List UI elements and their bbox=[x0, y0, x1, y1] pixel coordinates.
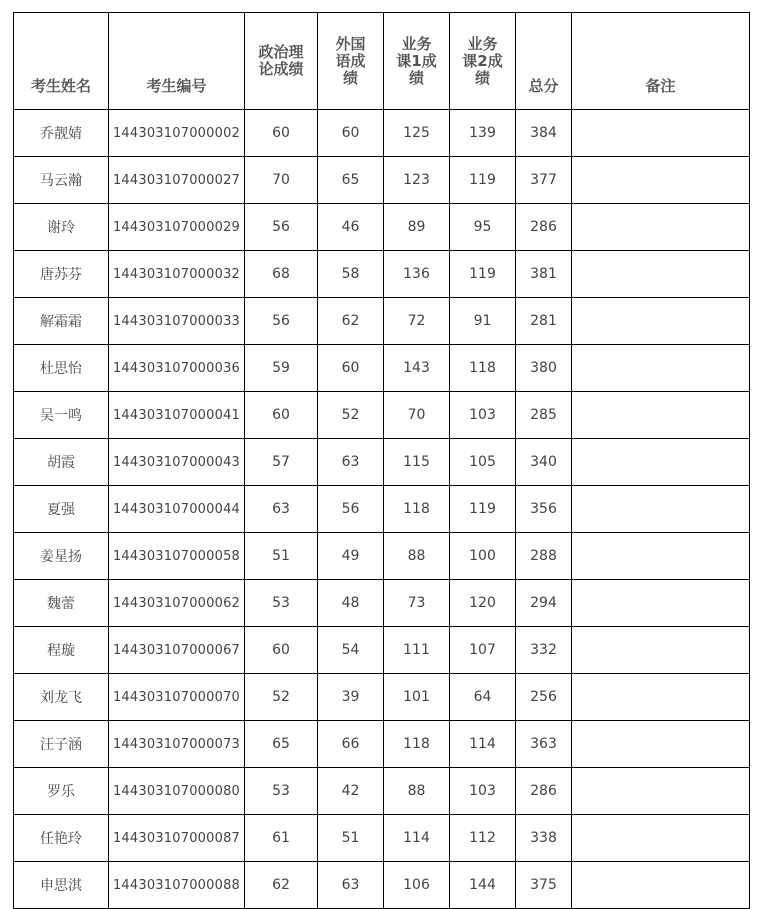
header-course2-line2: 课2成 bbox=[462, 51, 503, 70]
cell-total: 381 bbox=[516, 251, 572, 298]
cell-id: 144303107000044 bbox=[109, 486, 245, 533]
cell-course1: 115 bbox=[384, 439, 450, 486]
header-remark: 备注 bbox=[572, 13, 750, 110]
cell-name: 杜思怡 bbox=[14, 345, 109, 392]
header-course2-line1: 业务 bbox=[467, 34, 498, 53]
cell-name: 夏强 bbox=[14, 486, 109, 533]
cell-politics: 60 bbox=[245, 392, 318, 439]
cell-remark bbox=[572, 862, 750, 909]
cell-foreign: 48 bbox=[318, 580, 384, 627]
cell-politics: 51 bbox=[245, 533, 318, 580]
header-politics-line2: 论成绩 bbox=[258, 60, 304, 78]
cell-remark bbox=[572, 627, 750, 674]
cell-remark bbox=[572, 815, 750, 862]
cell-politics: 60 bbox=[245, 627, 318, 674]
cell-course1: 111 bbox=[384, 627, 450, 674]
cell-politics: 52 bbox=[245, 674, 318, 721]
cell-id: 144303107000073 bbox=[109, 721, 245, 768]
table-row bbox=[14, 627, 750, 674]
cell-course2: 144 bbox=[450, 862, 516, 909]
table-row bbox=[14, 251, 750, 298]
cell-total: 375 bbox=[516, 862, 572, 909]
cell-name: 罗乐 bbox=[14, 768, 109, 815]
cell-remark bbox=[572, 533, 750, 580]
cell-total: 363 bbox=[516, 721, 572, 768]
cell-id: 144303107000029 bbox=[109, 204, 245, 251]
header-name: 考生姓名 bbox=[14, 13, 109, 110]
cell-total: 384 bbox=[516, 110, 572, 157]
header-course2-line3: 绩 bbox=[474, 68, 490, 87]
cell-name: 乔靓婧 bbox=[14, 110, 109, 157]
cell-course2: 91 bbox=[450, 298, 516, 345]
cell-course2: 119 bbox=[450, 251, 516, 298]
table-row bbox=[14, 721, 750, 768]
cell-foreign: 39 bbox=[318, 674, 384, 721]
cell-id: 144303107000058 bbox=[109, 533, 245, 580]
cell-name: 程璇 bbox=[14, 627, 109, 674]
table-row bbox=[14, 862, 750, 909]
table-row bbox=[14, 768, 750, 815]
header-course1-line2: 课1成 bbox=[396, 51, 437, 70]
table-body bbox=[14, 110, 750, 909]
cell-course1: 88 bbox=[384, 768, 450, 815]
cell-foreign: 51 bbox=[318, 815, 384, 862]
cell-politics: 57 bbox=[245, 439, 318, 486]
cell-total: 285 bbox=[516, 392, 572, 439]
cell-name: 任艳玲 bbox=[14, 815, 109, 862]
cell-course2: 105 bbox=[450, 439, 516, 486]
cell-course1: 114 bbox=[384, 815, 450, 862]
cell-id: 144303107000036 bbox=[109, 345, 245, 392]
cell-remark bbox=[572, 674, 750, 721]
cell-id: 144303107000041 bbox=[109, 392, 245, 439]
cell-foreign: 66 bbox=[318, 721, 384, 768]
header-course1 bbox=[384, 13, 450, 110]
cell-remark bbox=[572, 486, 750, 533]
cell-foreign: 58 bbox=[318, 251, 384, 298]
cell-total: 294 bbox=[516, 580, 572, 627]
table-row bbox=[14, 533, 750, 580]
cell-name: 马云瀚 bbox=[14, 157, 109, 204]
cell-politics: 63 bbox=[245, 486, 318, 533]
header-course1-line1: 业务 bbox=[401, 34, 432, 53]
cell-course1: 143 bbox=[384, 345, 450, 392]
cell-total: 286 bbox=[516, 768, 572, 815]
cell-course2: 103 bbox=[450, 392, 516, 439]
header-foreign bbox=[318, 13, 384, 110]
cell-id: 144303107000027 bbox=[109, 157, 245, 204]
cell-id: 144303107000032 bbox=[109, 251, 245, 298]
cell-name: 吴一鸣 bbox=[14, 392, 109, 439]
cell-course2: 139 bbox=[450, 110, 516, 157]
cell-course1: 89 bbox=[384, 204, 450, 251]
cell-foreign: 63 bbox=[318, 862, 384, 909]
cell-total: 256 bbox=[516, 674, 572, 721]
cell-course2: 103 bbox=[450, 768, 516, 815]
cell-remark bbox=[572, 157, 750, 204]
cell-course1: 73 bbox=[384, 580, 450, 627]
table-row bbox=[14, 580, 750, 627]
cell-politics: 62 bbox=[245, 862, 318, 909]
cell-politics: 68 bbox=[245, 251, 318, 298]
cell-id: 144303107000033 bbox=[109, 298, 245, 345]
cell-total: 281 bbox=[516, 298, 572, 345]
cell-politics: 59 bbox=[245, 345, 318, 392]
table-row bbox=[14, 439, 750, 486]
cell-id: 144303107000070 bbox=[109, 674, 245, 721]
header-foreign-line1: 外国 bbox=[335, 34, 366, 53]
cell-name: 唐苏芬 bbox=[14, 251, 109, 298]
cell-foreign: 60 bbox=[318, 110, 384, 157]
cell-remark bbox=[572, 251, 750, 298]
header-row bbox=[14, 13, 750, 110]
cell-name: 谢玲 bbox=[14, 204, 109, 251]
cell-course1: 118 bbox=[384, 721, 450, 768]
table-row bbox=[14, 157, 750, 204]
cell-total: 286 bbox=[516, 204, 572, 251]
cell-id: 144303107000067 bbox=[109, 627, 245, 674]
cell-course2: 118 bbox=[450, 345, 516, 392]
cell-name: 解霜霜 bbox=[14, 298, 109, 345]
cell-course1: 136 bbox=[384, 251, 450, 298]
cell-course2: 120 bbox=[450, 580, 516, 627]
cell-remark bbox=[572, 439, 750, 486]
cell-course2: 64 bbox=[450, 674, 516, 721]
cell-course2: 114 bbox=[450, 721, 516, 768]
cell-course1: 123 bbox=[384, 157, 450, 204]
cell-id: 144303107000080 bbox=[109, 768, 245, 815]
cell-foreign: 42 bbox=[318, 768, 384, 815]
cell-total: 288 bbox=[516, 533, 572, 580]
cell-politics: 56 bbox=[245, 298, 318, 345]
table-row bbox=[14, 392, 750, 439]
cell-course2: 112 bbox=[450, 815, 516, 862]
cell-course1: 101 bbox=[384, 674, 450, 721]
header-total: 总分 bbox=[516, 13, 572, 110]
cell-course1: 118 bbox=[384, 486, 450, 533]
table-row bbox=[14, 815, 750, 862]
cell-id: 144303107000062 bbox=[109, 580, 245, 627]
table-row bbox=[14, 345, 750, 392]
cell-remark bbox=[572, 768, 750, 815]
cell-remark bbox=[572, 204, 750, 251]
cell-course1: 125 bbox=[384, 110, 450, 157]
cell-politics: 70 bbox=[245, 157, 318, 204]
cell-course2: 100 bbox=[450, 533, 516, 580]
cell-total: 338 bbox=[516, 815, 572, 862]
cell-remark bbox=[572, 580, 750, 627]
cell-foreign: 56 bbox=[318, 486, 384, 533]
cell-total: 377 bbox=[516, 157, 572, 204]
cell-course1: 88 bbox=[384, 533, 450, 580]
cell-course2: 107 bbox=[450, 627, 516, 674]
header-id: 考生编号 bbox=[109, 13, 245, 110]
cell-foreign: 60 bbox=[318, 345, 384, 392]
cell-remark bbox=[572, 721, 750, 768]
header-course2 bbox=[450, 13, 516, 110]
cell-name: 刘龙飞 bbox=[14, 674, 109, 721]
cell-politics: 60 bbox=[245, 110, 318, 157]
header-course1-line3: 绩 bbox=[408, 68, 424, 87]
cell-foreign: 65 bbox=[318, 157, 384, 204]
cell-foreign: 63 bbox=[318, 439, 384, 486]
cell-total: 340 bbox=[516, 439, 572, 486]
cell-id: 144303107000087 bbox=[109, 815, 245, 862]
cell-course1: 106 bbox=[384, 862, 450, 909]
cell-id: 144303107000088 bbox=[109, 862, 245, 909]
table-row bbox=[14, 674, 750, 721]
cell-foreign: 49 bbox=[318, 533, 384, 580]
table-row bbox=[14, 110, 750, 157]
cell-course2: 119 bbox=[450, 157, 516, 204]
cell-id: 144303107000043 bbox=[109, 439, 245, 486]
cell-total: 356 bbox=[516, 486, 572, 533]
table-row bbox=[14, 298, 750, 345]
cell-course2: 119 bbox=[450, 486, 516, 533]
cell-name: 汪子涵 bbox=[14, 721, 109, 768]
header-politics bbox=[245, 13, 318, 110]
header-politics-line1: 政治理 bbox=[258, 43, 304, 61]
cell-id: 144303107000002 bbox=[109, 110, 245, 157]
cell-politics: 65 bbox=[245, 721, 318, 768]
cell-course1: 70 bbox=[384, 392, 450, 439]
cell-foreign: 54 bbox=[318, 627, 384, 674]
cell-name: 申思淇 bbox=[14, 862, 109, 909]
cell-foreign: 46 bbox=[318, 204, 384, 251]
score-table bbox=[13, 12, 750, 909]
cell-remark bbox=[572, 345, 750, 392]
header-foreign-line3: 绩 bbox=[342, 68, 358, 87]
cell-politics: 61 bbox=[245, 815, 318, 862]
cell-foreign: 52 bbox=[318, 392, 384, 439]
table-row bbox=[14, 204, 750, 251]
header-foreign-line2: 语成 bbox=[335, 51, 366, 70]
cell-foreign: 62 bbox=[318, 298, 384, 345]
cell-politics: 53 bbox=[245, 580, 318, 627]
cell-remark bbox=[572, 392, 750, 439]
cell-politics: 53 bbox=[245, 768, 318, 815]
cell-total: 332 bbox=[516, 627, 572, 674]
cell-remark bbox=[572, 298, 750, 345]
cell-name: 胡霞 bbox=[14, 439, 109, 486]
cell-name: 姜星扬 bbox=[14, 533, 109, 580]
score-table-container bbox=[13, 12, 750, 909]
cell-total: 380 bbox=[516, 345, 572, 392]
cell-name: 魏蕾 bbox=[14, 580, 109, 627]
cell-politics: 56 bbox=[245, 204, 318, 251]
table-row bbox=[14, 486, 750, 533]
cell-course2: 95 bbox=[450, 204, 516, 251]
cell-remark bbox=[572, 110, 750, 157]
cell-course1: 72 bbox=[384, 298, 450, 345]
